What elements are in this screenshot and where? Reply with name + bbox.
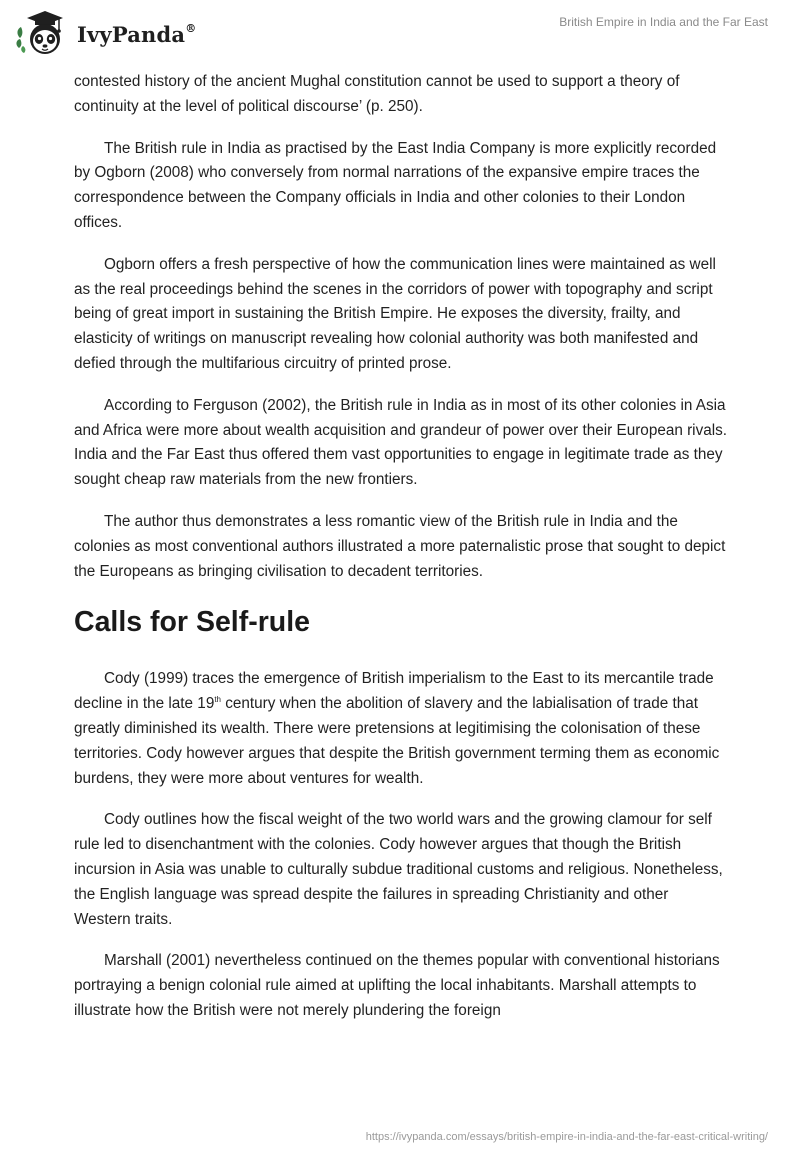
paragraph — [74, 667, 729, 791]
paragraph: The author thus demonstrates a less romantic view of the British rule in India and the colonies as most conventional authors illustrated a more paternalistic prose that sought to depict the Europeans as bringing civilisation to decadent territories. — [74, 512, 726, 580]
brand-name — [77, 22, 196, 47]
paragraph: According to Ferguson (2002), the British rule in India as in most of its other colonies in Asia and Africa were more about wealth acquisition and grandeur of power over their European rivals. India and the Far East thus offered them vast opportunities to engage in legitimate trade as they sought cheap raw materials from the new frontiers. — [74, 396, 728, 489]
paragraph-continued: contested history of the ancient Mughal constitution cannot be used to support a theory of continuity at the level of political discourse’ (p. 250). — [74, 73, 680, 115]
paragraph: Cody outlines how the fiscal weight of the two world wars and the growing clamour for self rule led to disenchantment with the colonies. Cody however argues that though the British incursion in Asia was unable to culturally subdue traditional customs and religious. Nonetheless, the English language was spread despite the failures in spreading Christianity and other Western traits. — [74, 811, 723, 928]
page-header — [0, 0, 800, 70]
section-heading: Calls for Self-rule — [74, 606, 310, 639]
source-url[interactable]: https://ivypanda.com/essays/british-empire-in-india-and-the-far-east-critical-writing/ — [365, 1131, 768, 1143]
paragraph: The British rule in India as practised by the East India Company is more explicitly recorded by Ogborn (2008) who conversely from normal narrations of the expansive empire traces the correspondence between the Company officials in India and other colonies to their London offices. — [74, 139, 717, 231]
superscript: th — [214, 695, 221, 705]
running-title: British Empire in India and the Far East — [559, 15, 768, 29]
essay-content — [74, 70, 729, 1041]
paragraph: Ogborn offers a fresh perspective of how the communication lines were maintained as well as the real proceedings behind the scenes in the corridors of power with topography and script being of great import in sustaining the British Empire. He exposes the diversity, frailty, and elasticity of writings on manuscript revealing how colonial authority was both manifested and defied through the multifarious circuitry of printed prose. — [74, 255, 716, 372]
paragraph-text-start: Cody (1999) traces the emergence of British imperialism to the East to its mercantile trade decline in the late 19 — [74, 670, 714, 713]
brand-name-text: IvyPanda — [77, 21, 186, 47]
ivypanda-logo[interactable] — [15, 8, 196, 58]
panda-graduate-icon — [15, 8, 69, 58]
paragraph: Marshall (2001) nevertheless continued on the themes popular with conventional historians portraying a benign colonial rule aimed at uplifting the local inhabitants. Marshall attempts to illustrate how the British were not merely plundering the foreign — [74, 952, 720, 1019]
registered-mark: ® — [185, 21, 197, 35]
paragraph-text-end: century when the abolition of slavery and the labialisation of trade that greatly diminished its wealth. There were pretensions at legitimising the colonisation of these territories. Cody however argues that despite the British government terming them as economic burdens, they were more about ventures for wealth. — [74, 695, 720, 787]
